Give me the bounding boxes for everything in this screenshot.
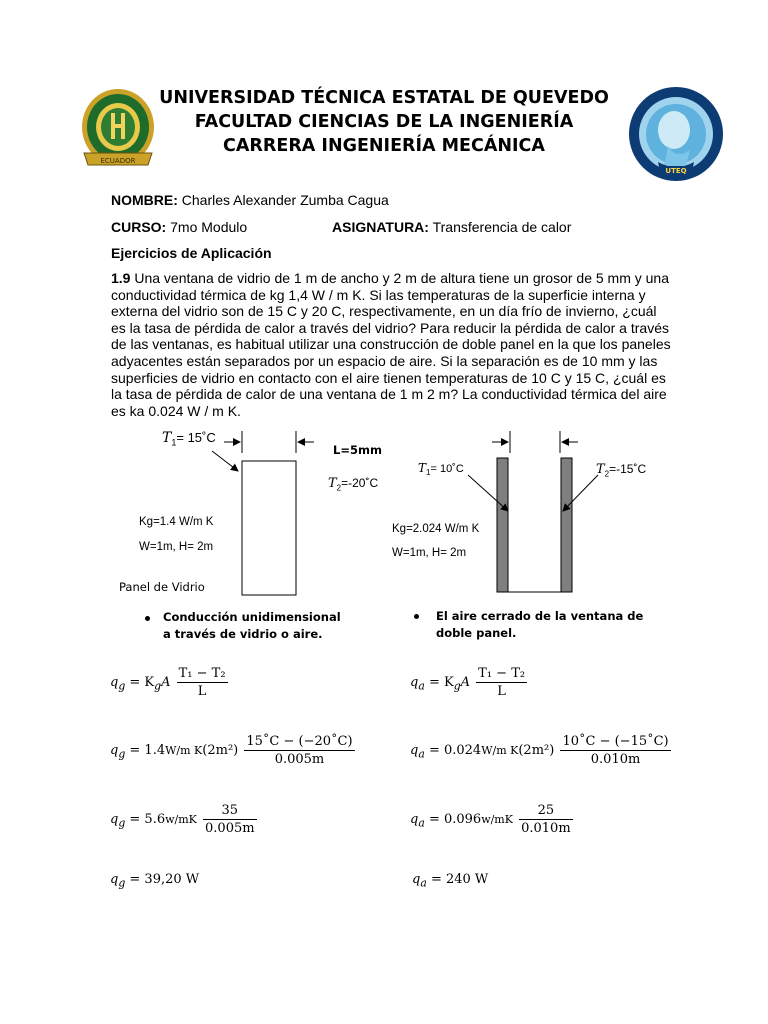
- dimensions-label-right: W=1m, H= 2m: [392, 547, 467, 559]
- conductivity-label-right: Kg=2.024 W/m K: [392, 523, 480, 535]
- equation-general-air: $q_a = K_gA$ $\frac{\text{T₁ − T₂}}{L}$: [410, 666, 526, 699]
- name-label: NOMBRE:: [111, 192, 178, 208]
- problem-text: Una ventana de vidrio de 1 m de ancho y 2 m de altura tiene un grosor de 5 mm y una conductividad térmica de kg 1,4 W / m K. Si las temperaturas de la superficie interna y externa del vidrio son de 15 C y 20 C, respectivamente, en un día frío de invierno, ¿cuál es la tasa de pérdida de calor a través del vidrio? Para reducir la pérdida de calor a través de las ventanas, es habitual utilizar una construcción de doble panel en la que los paneles adyacentes están separados por un espacio de aire. Si la separación es de 10 mm y las superficies de vidrio en contacto con el aire tienen temperaturas de 10 C y 15 C, ¿cuál es la tasa de pérdida de calor de una ventana de 1 m 2 m? La conductividad térmica del aire es ka 0.024 W / m K.: [111, 270, 671, 419]
- course-value: 7mo Modulo: [170, 219, 248, 235]
- equation-simplified-glass: $q_g = 5.6w/mK$ $\frac{35}{0.005m}$: [110, 803, 255, 836]
- course-line: [111, 219, 247, 235]
- equation-simplified-air: $q_a = 0.096w/mK$ $\frac{25}{0.010m}$: [410, 803, 571, 836]
- subject-label: ASIGNATURA:: [332, 219, 429, 235]
- uteq-university-logo: [78, 87, 158, 171]
- university-title: UNIVERSIDAD TÉCNICA ESTATAL DE QUEVEDO: [159, 88, 609, 108]
- result-glass: $q_g = 39,20$ W: [110, 872, 200, 890]
- glass-pane-left: [242, 461, 296, 595]
- dimensions-label-left: W=1m, H= 2m: [139, 541, 214, 553]
- panel-caption: Panel de Vidrio: [119, 580, 205, 594]
- equation-substitution-glass: $q_g = 1.4W/m$ K(2m²) $\frac{15˚C - (-20˚C)}{0.005m}$: [110, 734, 353, 767]
- faculty-title: FACULTAD CIENCIAS DE LA INGENIERÍA: [194, 112, 574, 132]
- conductivity-label-left: Kg=1.4 W/m K: [139, 516, 214, 528]
- bullet-text-left: Conducción unidimensional a través de vidrio o aire.: [163, 610, 341, 641]
- career-title: CARRERA INGENIERÍA MECÁNICA: [223, 136, 545, 156]
- student-name-line: [111, 192, 389, 208]
- t1-label-right: $T_1=$ 10˚C: [418, 461, 464, 478]
- subject-line: [332, 219, 571, 235]
- svg-text:ECUADOR: ECUADOR: [100, 157, 136, 165]
- bullet-left: [145, 616, 150, 621]
- t2-label-right: $T_2=-15˚C$: [596, 462, 647, 479]
- t1-label-left: $T_1=$ 15˚C: [162, 430, 216, 448]
- problem-statement: [111, 270, 671, 419]
- result-air: $q_a = 240$ W: [412, 872, 489, 890]
- equation-general-glass: $q_g = K_gA$ $\frac{\text{T₁ − T₂}}{L}$: [110, 666, 226, 699]
- equation-substitution-air: $q_a = 0.024W/m$ K(2m²) $\frac{10˚C - (-15˚C)}{0.010m}$: [410, 734, 669, 767]
- bullet-right: [414, 614, 419, 619]
- t2-label-left: $T_2=-20˚C$: [328, 476, 379, 493]
- faculty-engineering-logo: [628, 86, 724, 182]
- svg-text:UTEQ: UTEQ: [665, 167, 687, 175]
- window-diagrams: [0, 425, 768, 605]
- bullet-text-right: El aire cerrado de la ventana de doble panel.: [436, 609, 644, 640]
- subject-value: Transferencia de calor: [432, 219, 572, 235]
- name-value: Charles Alexander Zumba Cagua: [181, 192, 389, 208]
- course-label: CURSO:: [111, 219, 167, 235]
- section-title: Ejercicios de Aplicación: [111, 245, 272, 261]
- t1-arrow-left: [212, 451, 238, 471]
- glass-pane-right-inner: [561, 458, 572, 592]
- glass-pane-right-outer: [497, 458, 508, 592]
- problem-number: 1.9: [111, 270, 131, 286]
- thickness-label: L=5mm: [333, 443, 382, 457]
